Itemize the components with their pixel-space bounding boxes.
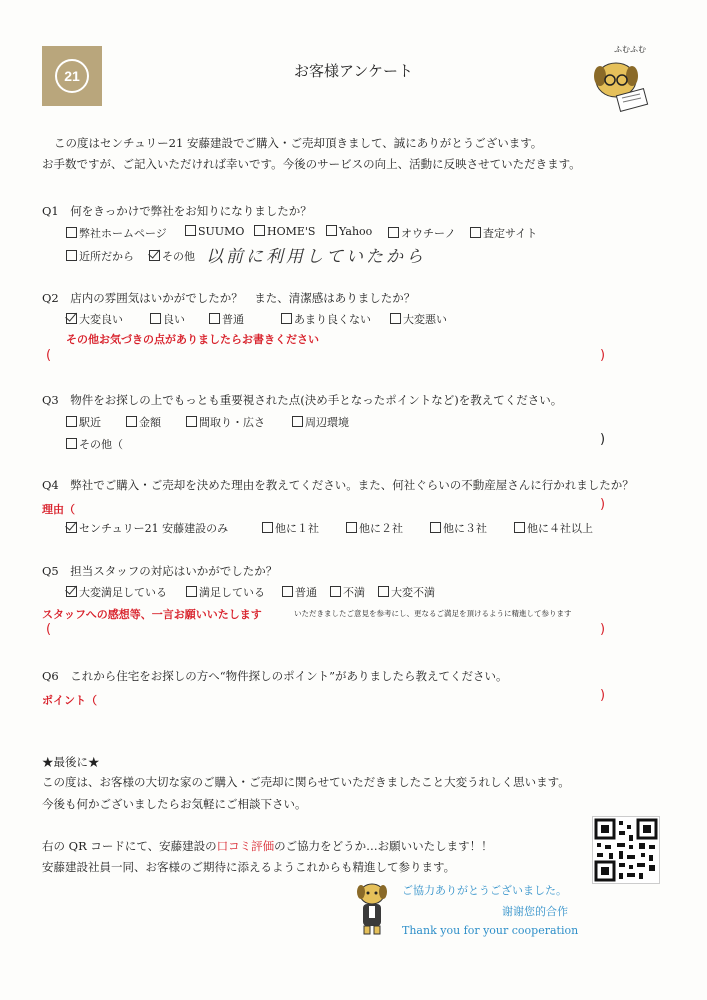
qr-line-b: のご協力をどうか…お願いいたします！！ — [274, 839, 493, 853]
checkbox[interactable] — [66, 416, 77, 427]
q1-option-ouchino[interactable]: オウチーノ — [388, 225, 456, 241]
q3-option-layout[interactable]: 間取り・広さ — [186, 414, 265, 430]
q4-option-only-us[interactable]: センチュリー21 安藤建設のみ — [66, 520, 228, 536]
intro-text — [42, 133, 581, 175]
q2-option-very-good[interactable]: 大変良い — [66, 311, 123, 327]
q2-option-normal[interactable]: 普通 — [209, 311, 244, 327]
q1-option-yahoo[interactable]: Yahoo — [326, 225, 372, 238]
checkbox[interactable] — [150, 313, 161, 324]
thanks-cn: 谢谢您的合作 — [502, 905, 568, 918]
logo-text: 21 — [64, 68, 80, 84]
qr-code[interactable] — [592, 816, 660, 884]
checkbox[interactable] — [126, 416, 137, 427]
q5-option-normal[interactable]: 普通 — [282, 584, 317, 600]
intro-line-2: お手数ですが、ご記入いただければ幸いです。今後のサービスの向上、活動に反映させていただきます。 — [42, 157, 581, 171]
checkbox[interactable] — [514, 522, 525, 533]
checkbox[interactable] — [470, 227, 481, 238]
q5-option-satisfied[interactable]: 満足している — [186, 584, 265, 600]
thanks-en: Thank you for your cooperation — [402, 924, 579, 937]
checkbox[interactable] — [378, 586, 389, 597]
intro-line-1: この度はセンチュリー21 安藤建設でご購入・ご売却頂きまして、誠にありがとうございます。 — [54, 136, 543, 150]
q3-option-other[interactable]: その他（ — [66, 436, 123, 452]
checkbox[interactable] — [66, 250, 77, 261]
checkbox[interactable] — [254, 225, 265, 236]
checkbox[interactable] — [330, 586, 341, 597]
q3-paren-close: ) — [600, 432, 606, 447]
q6-paren-close: ) — [600, 688, 606, 703]
checkbox[interactable] — [346, 522, 357, 533]
q5-note-small: いただきましたご意見を参考にし、更なるご満足を頂けるように精進して参ります — [294, 609, 572, 618]
checkbox[interactable] — [66, 227, 77, 238]
q2-paren-close: ) — [600, 348, 606, 363]
checkbox[interactable] — [326, 225, 337, 236]
checkbox[interactable] — [185, 225, 196, 236]
closing-heading: ★最後に★ — [42, 755, 100, 769]
q4-reason-label[interactable]: 理由（ — [42, 503, 75, 516]
q1-handwritten-answer[interactable]: 以前に利用していたから — [206, 247, 426, 267]
checkbox-checked[interactable] — [66, 586, 77, 597]
checkbox[interactable] — [292, 416, 303, 427]
checkbox[interactable] — [66, 438, 77, 449]
q6-label: Q6 これから住宅をお探しの方へ“物件探しのポイント”がありましたら教えてください。 — [42, 669, 508, 683]
dog-mascot-icon — [586, 40, 662, 116]
page-title: お客様アンケート — [293, 62, 414, 80]
q1-label: Q1 何をきっかけで弊社をお知りになりましたか？ — [42, 204, 312, 218]
q4-option-three-others[interactable]: 他に３社 — [430, 520, 487, 536]
q4-label: Q4 弊社でご購入・ご売却を決めた理由を教えてください。また、何社ぐらいの不動産屋さんに行かれましたか？ — [42, 478, 634, 492]
q2-label: Q2 店内の雰囲気はいかがでしたか？ また、清潔感はありましたか？ — [42, 291, 416, 305]
q5-option-very-satisfied[interactable]: 大変満足している — [66, 584, 167, 600]
closing-line-2: 今後も何かございましたらお気軽にご相談下さい。 — [42, 797, 307, 811]
mascot-caption: ふむふむ — [614, 45, 646, 54]
q5-option-very-dissatisfied[interactable]: 大変不満 — [378, 584, 435, 600]
checkbox-checked[interactable] — [66, 522, 77, 533]
qr-code-icon[interactable] — [593, 817, 659, 883]
mascot-standing-illustration — [352, 880, 392, 936]
q2-paren-open: ( — [46, 348, 52, 363]
q5-option-dissatisfied[interactable]: 不満 — [330, 584, 365, 600]
q4-option-two-others[interactable]: 他に２社 — [346, 520, 403, 536]
thanks-jp: ご協力ありがとうございました。 — [402, 884, 567, 897]
q5-paren-close: ) — [600, 622, 606, 637]
q5-label: Q5 担当スタッフの対応はいかがでしたか？ — [42, 564, 278, 578]
q4-paren-close: ) — [600, 497, 606, 512]
q3-option-environment[interactable]: 周辺環境 — [292, 414, 349, 430]
q1-option-suumo[interactable]: SUUMO — [185, 225, 244, 238]
q1-option-other[interactable]: その他 — [149, 248, 195, 264]
checkbox[interactable] — [209, 313, 220, 324]
q1-option-homes[interactable]: HOME'S — [254, 225, 315, 238]
checkbox[interactable] — [388, 227, 399, 238]
q3-option-price[interactable]: 金額 — [126, 414, 161, 430]
q6-point-label[interactable]: ポイント（ — [42, 694, 97, 707]
q4-option-four-plus[interactable]: 他に４社以上 — [514, 520, 593, 536]
q5-paren-open: ( — [46, 622, 52, 637]
q3-option-station[interactable]: 駅近 — [66, 414, 101, 430]
mascot-reading-illustration — [586, 40, 662, 116]
q1-option-homepage[interactable]: 弊社ホームページ — [66, 225, 167, 241]
closing-qr-line — [42, 838, 493, 854]
checkbox[interactable] — [282, 586, 293, 597]
dog-mascot-standing-icon — [352, 880, 392, 936]
checkbox-checked[interactable] — [149, 250, 160, 261]
qr-line-a: 右の QR コードにて、安藤建設の — [42, 839, 217, 853]
checkbox[interactable] — [262, 522, 273, 533]
checkbox[interactable] — [430, 522, 441, 533]
checkbox[interactable] — [186, 586, 197, 597]
checkbox-checked[interactable] — [66, 313, 77, 324]
checkbox[interactable] — [281, 313, 292, 324]
q3-label: Q3 物件をお探しの上でもっとも重要視された点(決め手となったポイントなど)を教えてください。 — [42, 393, 563, 407]
q4-option-one-other[interactable]: 他に１社 — [262, 520, 319, 536]
closing-line-1: この度は、お客様の大切な家のご購入・ご売却に関らせていただきましたこと大変うれしく思います。 — [42, 775, 570, 789]
q5-note: スタッフへの感想等、一言お願いいたします — [42, 608, 262, 621]
q2-option-very-bad[interactable]: 大変悪い — [390, 311, 447, 327]
closing-line-4: 安藤建設社員一同、お客様のご期待に添えるようこれからも精進して参ります。 — [42, 860, 456, 874]
checkbox[interactable] — [390, 313, 401, 324]
q1-option-nearby[interactable]: 近所だから — [66, 248, 134, 264]
q2-note: その他お気づきの点がありましたらお書きください — [66, 333, 319, 346]
qr-line-red: 口コミ評価 — [216, 839, 275, 853]
checkbox[interactable] — [186, 416, 197, 427]
q2-option-not-good[interactable]: あまり良くない — [281, 311, 371, 327]
q2-option-good[interactable]: 良い — [150, 311, 185, 327]
q1-option-satei-site[interactable]: 査定サイト — [470, 225, 537, 241]
